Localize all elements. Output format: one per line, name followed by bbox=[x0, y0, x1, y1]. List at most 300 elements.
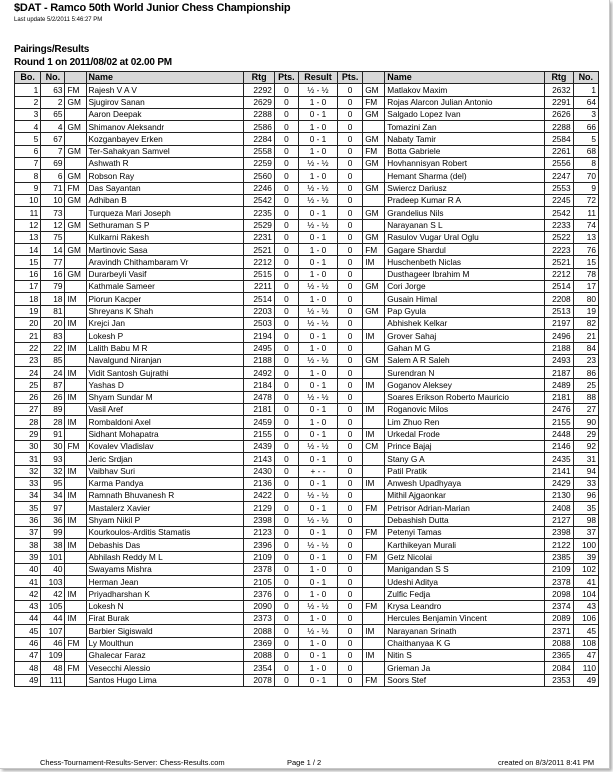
black-no-cell: 11 bbox=[573, 207, 598, 219]
board-cell: 48 bbox=[15, 662, 41, 674]
result-cell: 0 - 1 bbox=[299, 428, 338, 440]
white-rating-cell: 2088 bbox=[244, 649, 275, 661]
white-name-cell: Ashwath R bbox=[86, 158, 244, 170]
footer-site: Chess-Tournament-Results-Server: Chess-Results.com bbox=[40, 758, 225, 767]
white-no-cell: 22 bbox=[41, 342, 65, 354]
white-title-cell: IM bbox=[65, 293, 86, 305]
white-no-cell: 91 bbox=[41, 428, 65, 440]
last-update: Last update 5/2/2011 5:46:27 PM bbox=[14, 17, 103, 23]
black-no-cell: 98 bbox=[573, 514, 598, 526]
white-title-cell: GM bbox=[65, 219, 86, 231]
black-title-cell bbox=[363, 465, 385, 477]
black-title-cell bbox=[363, 219, 385, 231]
result-cell: 0 - 1 bbox=[299, 207, 338, 219]
white-points-cell: 0 bbox=[274, 231, 298, 243]
white-points-cell: 0 bbox=[274, 625, 298, 637]
board-cell: 12 bbox=[15, 219, 41, 231]
black-name-cell: Rasulov Vugar Ural Oglu bbox=[385, 231, 545, 243]
black-no-cell: 70 bbox=[573, 170, 598, 182]
board-cell: 32 bbox=[15, 465, 41, 477]
black-no-cell: 76 bbox=[573, 244, 598, 256]
black-rating-cell: 2353 bbox=[545, 674, 573, 686]
black-name-cell: Patil Pratik bbox=[385, 465, 545, 477]
black-title-cell: FM bbox=[363, 244, 385, 256]
black-title-cell: IM bbox=[363, 379, 385, 391]
white-name-cell: Santos Hugo Lima bbox=[86, 674, 244, 686]
white-title-cell bbox=[65, 600, 86, 612]
black-rating-cell: 2496 bbox=[545, 330, 573, 342]
white-rating-cell: 2109 bbox=[244, 551, 275, 563]
black-rating-cell: 2130 bbox=[545, 490, 573, 502]
white-name-cell: Robson Ray bbox=[86, 170, 244, 182]
board-cell: 22 bbox=[15, 342, 41, 354]
black-title-cell bbox=[363, 514, 385, 526]
white-points-cell: 0 bbox=[274, 268, 298, 280]
white-rating-cell: 2123 bbox=[244, 526, 275, 538]
white-name-cell: Ter-Sahakyan Samvel bbox=[86, 145, 244, 157]
black-name-cell: Stany G A bbox=[385, 453, 545, 465]
white-title-cell bbox=[65, 256, 86, 268]
black-title-cell: IM bbox=[363, 428, 385, 440]
white-title-cell bbox=[65, 207, 86, 219]
black-title-cell: GM bbox=[363, 281, 385, 293]
board-cell: 43 bbox=[15, 600, 41, 612]
table-row bbox=[15, 465, 599, 477]
white-no-cell: 28 bbox=[41, 416, 65, 428]
white-name-cell: Rombaldoni Axel bbox=[86, 416, 244, 428]
white-rating-cell: 2212 bbox=[244, 256, 275, 268]
black-points-cell: 0 bbox=[337, 108, 362, 120]
white-name-cell: Kourkoulos-Arditis Stamatis bbox=[86, 526, 244, 538]
table-row bbox=[15, 391, 599, 403]
white-name-cell: Vaibhav Suri bbox=[86, 465, 244, 477]
board-cell: 5 bbox=[15, 133, 41, 145]
result-cell: 0 - 1 bbox=[299, 231, 338, 243]
white-no-cell: 73 bbox=[41, 207, 65, 219]
black-title-cell bbox=[363, 588, 385, 600]
white-name-cell: Herman Jean bbox=[86, 576, 244, 588]
white-no-cell: 111 bbox=[41, 674, 65, 686]
black-rating-cell: 2109 bbox=[545, 563, 573, 575]
white-name-cell: Shreyans K Shah bbox=[86, 305, 244, 317]
result-cell: 0 - 1 bbox=[299, 526, 338, 538]
white-name-cell: Sethuraman S P bbox=[86, 219, 244, 231]
white-no-cell: 79 bbox=[41, 281, 65, 293]
table-row bbox=[15, 244, 599, 256]
white-no-cell: 34 bbox=[41, 490, 65, 502]
white-title-cell: GM bbox=[65, 170, 86, 182]
black-title-cell: IM bbox=[363, 625, 385, 637]
white-title-cell: GM bbox=[65, 194, 86, 206]
black-no-cell: 1 bbox=[573, 84, 598, 96]
table-row bbox=[15, 317, 599, 329]
black-title-cell: FM bbox=[363, 96, 385, 108]
white-rating-cell: 2514 bbox=[244, 293, 275, 305]
table-row bbox=[15, 84, 599, 96]
white-rating-cell: 2292 bbox=[244, 84, 275, 96]
white-rating-cell: 2354 bbox=[244, 662, 275, 674]
black-title-cell: GM bbox=[363, 108, 385, 120]
board-cell: 19 bbox=[15, 305, 41, 317]
white-rating-cell: 2586 bbox=[244, 121, 275, 133]
table-row bbox=[15, 514, 599, 526]
table-row bbox=[15, 490, 599, 502]
white-name-cell: Vasil Aref bbox=[86, 404, 244, 416]
table-row bbox=[15, 219, 599, 231]
black-no-cell: 47 bbox=[573, 649, 598, 661]
black-rating-cell: 2127 bbox=[545, 514, 573, 526]
black-points-cell: 0 bbox=[337, 440, 362, 452]
black-title-cell: FM bbox=[363, 551, 385, 563]
black-title-cell bbox=[363, 170, 385, 182]
board-cell: 10 bbox=[15, 194, 41, 206]
table-row bbox=[15, 440, 599, 452]
table-row bbox=[15, 526, 599, 538]
white-rating-cell: 2629 bbox=[244, 96, 275, 108]
white-no-cell: 18 bbox=[41, 293, 65, 305]
board-cell: 29 bbox=[15, 428, 41, 440]
black-rating-cell: 2084 bbox=[545, 662, 573, 674]
black-no-cell: 108 bbox=[573, 637, 598, 649]
black-no-cell: 13 bbox=[573, 231, 598, 243]
black-name-cell: Roganovic Milos bbox=[385, 404, 545, 416]
white-name-cell: Adhiban B bbox=[86, 194, 244, 206]
white-title-cell: IM bbox=[65, 588, 86, 600]
black-title-cell bbox=[363, 613, 385, 625]
black-points-cell: 0 bbox=[337, 256, 362, 268]
white-rating-cell: 2398 bbox=[244, 514, 275, 526]
black-rating-cell: 2626 bbox=[545, 108, 573, 120]
black-rating-cell: 2146 bbox=[545, 440, 573, 452]
result-cell: 1 - 0 bbox=[299, 563, 338, 575]
black-name-cell: Tomazini Zan bbox=[385, 121, 545, 133]
result-cell: ½ - ½ bbox=[299, 440, 338, 452]
white-title-cell bbox=[65, 526, 86, 538]
board-cell: 8 bbox=[15, 170, 41, 182]
table-row bbox=[15, 354, 599, 366]
result-cell: 1 - 0 bbox=[299, 121, 338, 133]
black-points-cell: 0 bbox=[337, 490, 362, 502]
white-points-cell: 0 bbox=[274, 330, 298, 342]
white-rating-cell: 2143 bbox=[244, 453, 275, 465]
black-points-cell: 0 bbox=[337, 170, 362, 182]
result-cell: 1 - 0 bbox=[299, 613, 338, 625]
white-points-cell: 0 bbox=[274, 133, 298, 145]
board-cell: 42 bbox=[15, 588, 41, 600]
pairings-table bbox=[14, 71, 599, 687]
white-rating-cell: 2492 bbox=[244, 367, 275, 379]
white-points-cell: 0 bbox=[274, 440, 298, 452]
black-no-cell: 19 bbox=[573, 305, 598, 317]
black-name-cell: Gahan M G bbox=[385, 342, 545, 354]
white-no-cell: 107 bbox=[41, 625, 65, 637]
black-no-cell: 92 bbox=[573, 440, 598, 452]
white-rating-cell: 2503 bbox=[244, 317, 275, 329]
black-name-cell: Hercules Benjamin Vincent bbox=[385, 613, 545, 625]
black-no-cell: 9 bbox=[573, 182, 598, 194]
black-title-cell: FM bbox=[363, 674, 385, 686]
white-no-cell: 10 bbox=[41, 194, 65, 206]
black-no-cell: 23 bbox=[573, 354, 598, 366]
white-title-cell: GM bbox=[65, 121, 86, 133]
white-name-cell: Martinovic Sasa bbox=[86, 244, 244, 256]
black-name-cell: Petrisor Adrian-Marian bbox=[385, 502, 545, 514]
white-rating-cell: 2231 bbox=[244, 231, 275, 243]
white-title-cell bbox=[65, 330, 86, 342]
result-cell: 0 - 1 bbox=[299, 108, 338, 120]
black-title-cell: FM bbox=[363, 600, 385, 612]
table-row bbox=[15, 96, 599, 108]
black-no-cell: 78 bbox=[573, 268, 598, 280]
board-cell: 47 bbox=[15, 649, 41, 661]
white-name-cell: Priyadharshan K bbox=[86, 588, 244, 600]
black-no-cell: 49 bbox=[573, 674, 598, 686]
white-name-cell: Shyam Sundar M bbox=[86, 391, 244, 403]
black-name-cell: Udeshi Aditya bbox=[385, 576, 545, 588]
black-title-cell: GM bbox=[363, 207, 385, 219]
black-name-cell: Swiercz Dariusz bbox=[385, 182, 545, 194]
col-result: Result bbox=[299, 72, 338, 84]
white-title-cell bbox=[65, 453, 86, 465]
white-rating-cell: 2369 bbox=[244, 637, 275, 649]
table-row bbox=[15, 379, 599, 391]
white-points-cell: 0 bbox=[274, 84, 298, 96]
table-row bbox=[15, 281, 599, 293]
white-points-cell: 0 bbox=[274, 514, 298, 526]
black-no-cell: 74 bbox=[573, 219, 598, 231]
white-name-cell: Sjugirov Sanan bbox=[86, 96, 244, 108]
white-name-cell: Durarbeyli Vasif bbox=[86, 268, 244, 280]
black-title-cell: GM bbox=[363, 133, 385, 145]
white-name-cell: Barbier Sigiswald bbox=[86, 625, 244, 637]
white-points-cell: 0 bbox=[274, 145, 298, 157]
black-points-cell: 0 bbox=[337, 563, 362, 575]
board-cell: 31 bbox=[15, 453, 41, 465]
white-title-cell bbox=[65, 649, 86, 661]
white-title-cell: FM bbox=[65, 440, 86, 452]
black-rating-cell: 2435 bbox=[545, 453, 573, 465]
white-no-cell: 87 bbox=[41, 379, 65, 391]
black-rating-cell: 2208 bbox=[545, 293, 573, 305]
white-name-cell: Rajesh V A V bbox=[86, 84, 244, 96]
white-title-cell: IM bbox=[65, 490, 86, 502]
black-points-cell: 0 bbox=[337, 231, 362, 243]
col-white-no: No. bbox=[41, 72, 65, 84]
table-row bbox=[15, 576, 599, 588]
black-points-cell: 0 bbox=[337, 194, 362, 206]
white-no-cell: 77 bbox=[41, 256, 65, 268]
white-rating-cell: 2211 bbox=[244, 281, 275, 293]
col-white-title bbox=[65, 72, 86, 84]
white-no-cell: 36 bbox=[41, 514, 65, 526]
black-no-cell: 100 bbox=[573, 539, 598, 551]
black-no-cell: 15 bbox=[573, 256, 598, 268]
white-name-cell: Ly Moulthun bbox=[86, 637, 244, 649]
result-cell: 0 - 1 bbox=[299, 133, 338, 145]
result-cell: ½ - ½ bbox=[299, 317, 338, 329]
black-rating-cell: 2197 bbox=[545, 317, 573, 329]
black-no-cell: 72 bbox=[573, 194, 598, 206]
black-title-cell bbox=[363, 416, 385, 428]
white-rating-cell: 2078 bbox=[244, 674, 275, 686]
white-title-cell: FM bbox=[65, 637, 86, 649]
white-name-cell: Aravindh Chithambaram Vr bbox=[86, 256, 244, 268]
white-title-cell bbox=[65, 551, 86, 563]
white-title-cell: IM bbox=[65, 416, 86, 428]
black-title-cell bbox=[363, 121, 385, 133]
white-name-cell: Kulkarni Rakesh bbox=[86, 231, 244, 243]
black-title-cell bbox=[363, 194, 385, 206]
board-cell: 1 bbox=[15, 84, 41, 96]
white-points-cell: 0 bbox=[274, 281, 298, 293]
white-title-cell bbox=[65, 305, 86, 317]
board-cell: 36 bbox=[15, 514, 41, 526]
white-points-cell: 0 bbox=[274, 637, 298, 649]
result-cell: ½ - ½ bbox=[299, 354, 338, 366]
white-title-cell bbox=[65, 379, 86, 391]
white-name-cell: Firat Burak bbox=[86, 613, 244, 625]
black-name-cell: Cori Jorge bbox=[385, 281, 545, 293]
board-cell: 39 bbox=[15, 551, 41, 563]
white-name-cell: Kathmale Sameer bbox=[86, 281, 244, 293]
black-name-cell: Gagare Shardul bbox=[385, 244, 545, 256]
black-rating-cell: 2378 bbox=[545, 576, 573, 588]
black-points-cell: 0 bbox=[337, 281, 362, 293]
black-title-cell bbox=[363, 637, 385, 649]
black-name-cell: Krysa Leandro bbox=[385, 600, 545, 612]
table-row bbox=[15, 662, 599, 674]
white-no-cell: 38 bbox=[41, 539, 65, 551]
white-no-cell: 71 bbox=[41, 182, 65, 194]
white-name-cell: Karma Pandya bbox=[86, 477, 244, 489]
white-no-cell: 83 bbox=[41, 330, 65, 342]
board-cell: 27 bbox=[15, 404, 41, 416]
black-rating-cell: 2522 bbox=[545, 231, 573, 243]
black-rating-cell: 2514 bbox=[545, 281, 573, 293]
white-name-cell: Lokesh P bbox=[86, 330, 244, 342]
white-no-cell: 16 bbox=[41, 268, 65, 280]
black-points-cell: 0 bbox=[337, 637, 362, 649]
black-no-cell: 110 bbox=[573, 662, 598, 674]
board-cell: 37 bbox=[15, 526, 41, 538]
black-name-cell: Debashish Dutta bbox=[385, 514, 545, 526]
round-heading: Round 1 on 2011/08/02 at 02.00 PM bbox=[14, 57, 172, 68]
black-rating-cell: 2374 bbox=[545, 600, 573, 612]
white-rating-cell: 2259 bbox=[244, 158, 275, 170]
black-rating-cell: 2542 bbox=[545, 207, 573, 219]
table-row bbox=[15, 305, 599, 317]
table-row bbox=[15, 649, 599, 661]
black-name-cell: Goganov Aleksey bbox=[385, 379, 545, 391]
table-header-row bbox=[15, 72, 599, 84]
black-points-cell: 0 bbox=[337, 477, 362, 489]
table-row bbox=[15, 231, 599, 243]
black-name-cell: Lim Zhuo Ren bbox=[385, 416, 545, 428]
board-cell: 13 bbox=[15, 231, 41, 243]
white-points-cell: 0 bbox=[274, 539, 298, 551]
white-title-cell bbox=[65, 354, 86, 366]
black-title-cell: GM bbox=[363, 305, 385, 317]
white-name-cell: Debashis Das bbox=[86, 539, 244, 551]
white-rating-cell: 2090 bbox=[244, 600, 275, 612]
black-title-cell: IM bbox=[363, 404, 385, 416]
white-no-cell: 99 bbox=[41, 526, 65, 538]
black-no-cell: 96 bbox=[573, 490, 598, 502]
white-points-cell: 0 bbox=[274, 317, 298, 329]
black-name-cell: Manigandan S S bbox=[385, 563, 545, 575]
white-rating-cell: 2246 bbox=[244, 182, 275, 194]
white-points-cell: 0 bbox=[274, 354, 298, 366]
white-no-cell: 20 bbox=[41, 317, 65, 329]
table-row bbox=[15, 121, 599, 133]
white-no-cell: 69 bbox=[41, 158, 65, 170]
white-title-cell: FM bbox=[65, 84, 86, 96]
black-title-cell: CM bbox=[363, 440, 385, 452]
white-points-cell: 0 bbox=[274, 551, 298, 563]
black-points-cell: 0 bbox=[337, 662, 362, 674]
white-points-cell: 0 bbox=[274, 256, 298, 268]
board-cell: 4 bbox=[15, 121, 41, 133]
table-row bbox=[15, 158, 599, 170]
white-points-cell: 0 bbox=[274, 391, 298, 403]
table-row bbox=[15, 551, 599, 563]
black-no-cell: 64 bbox=[573, 96, 598, 108]
white-points-cell: 0 bbox=[274, 207, 298, 219]
white-no-cell: 81 bbox=[41, 305, 65, 317]
black-rating-cell: 2521 bbox=[545, 256, 573, 268]
black-name-cell: Pradeep Kumar R A bbox=[385, 194, 545, 206]
black-name-cell: Karthikeyan Murali bbox=[385, 539, 545, 551]
black-name-cell: Salgado Lopez Ivan bbox=[385, 108, 545, 120]
white-no-cell: 7 bbox=[41, 145, 65, 157]
table-row bbox=[15, 182, 599, 194]
col-black-name: Name bbox=[385, 72, 545, 84]
white-points-cell: 0 bbox=[274, 649, 298, 661]
white-points-cell: 0 bbox=[274, 563, 298, 575]
black-rating-cell: 2556 bbox=[545, 158, 573, 170]
result-cell: 0 - 1 bbox=[299, 453, 338, 465]
black-points-cell: 0 bbox=[337, 428, 362, 440]
black-points-cell: 0 bbox=[337, 330, 362, 342]
white-name-cell: Piorun Kacper bbox=[86, 293, 244, 305]
white-name-cell: Yashas D bbox=[86, 379, 244, 391]
black-title-cell: GM bbox=[363, 84, 385, 96]
black-name-cell: Zulfic Fedja bbox=[385, 588, 545, 600]
black-points-cell: 0 bbox=[337, 207, 362, 219]
board-cell: 11 bbox=[15, 207, 41, 219]
black-name-cell: Chaithanyaa K G bbox=[385, 637, 545, 649]
result-cell: 0 - 1 bbox=[299, 404, 338, 416]
white-no-cell: 30 bbox=[41, 440, 65, 452]
white-no-cell: 4 bbox=[41, 121, 65, 133]
white-title-cell bbox=[65, 281, 86, 293]
white-rating-cell: 2495 bbox=[244, 342, 275, 354]
white-rating-cell: 2529 bbox=[244, 219, 275, 231]
white-title-cell: IM bbox=[65, 613, 86, 625]
table-row bbox=[15, 625, 599, 637]
white-rating-cell: 2542 bbox=[244, 194, 275, 206]
white-title-cell bbox=[65, 477, 86, 489]
black-points-cell: 0 bbox=[337, 613, 362, 625]
white-title-cell bbox=[65, 563, 86, 575]
white-points-cell: 0 bbox=[274, 182, 298, 194]
black-no-cell: 88 bbox=[573, 391, 598, 403]
black-no-cell: 102 bbox=[573, 563, 598, 575]
white-no-cell: 44 bbox=[41, 613, 65, 625]
white-name-cell: Krejci Jan bbox=[86, 317, 244, 329]
black-rating-cell: 2489 bbox=[545, 379, 573, 391]
table-row bbox=[15, 256, 599, 268]
